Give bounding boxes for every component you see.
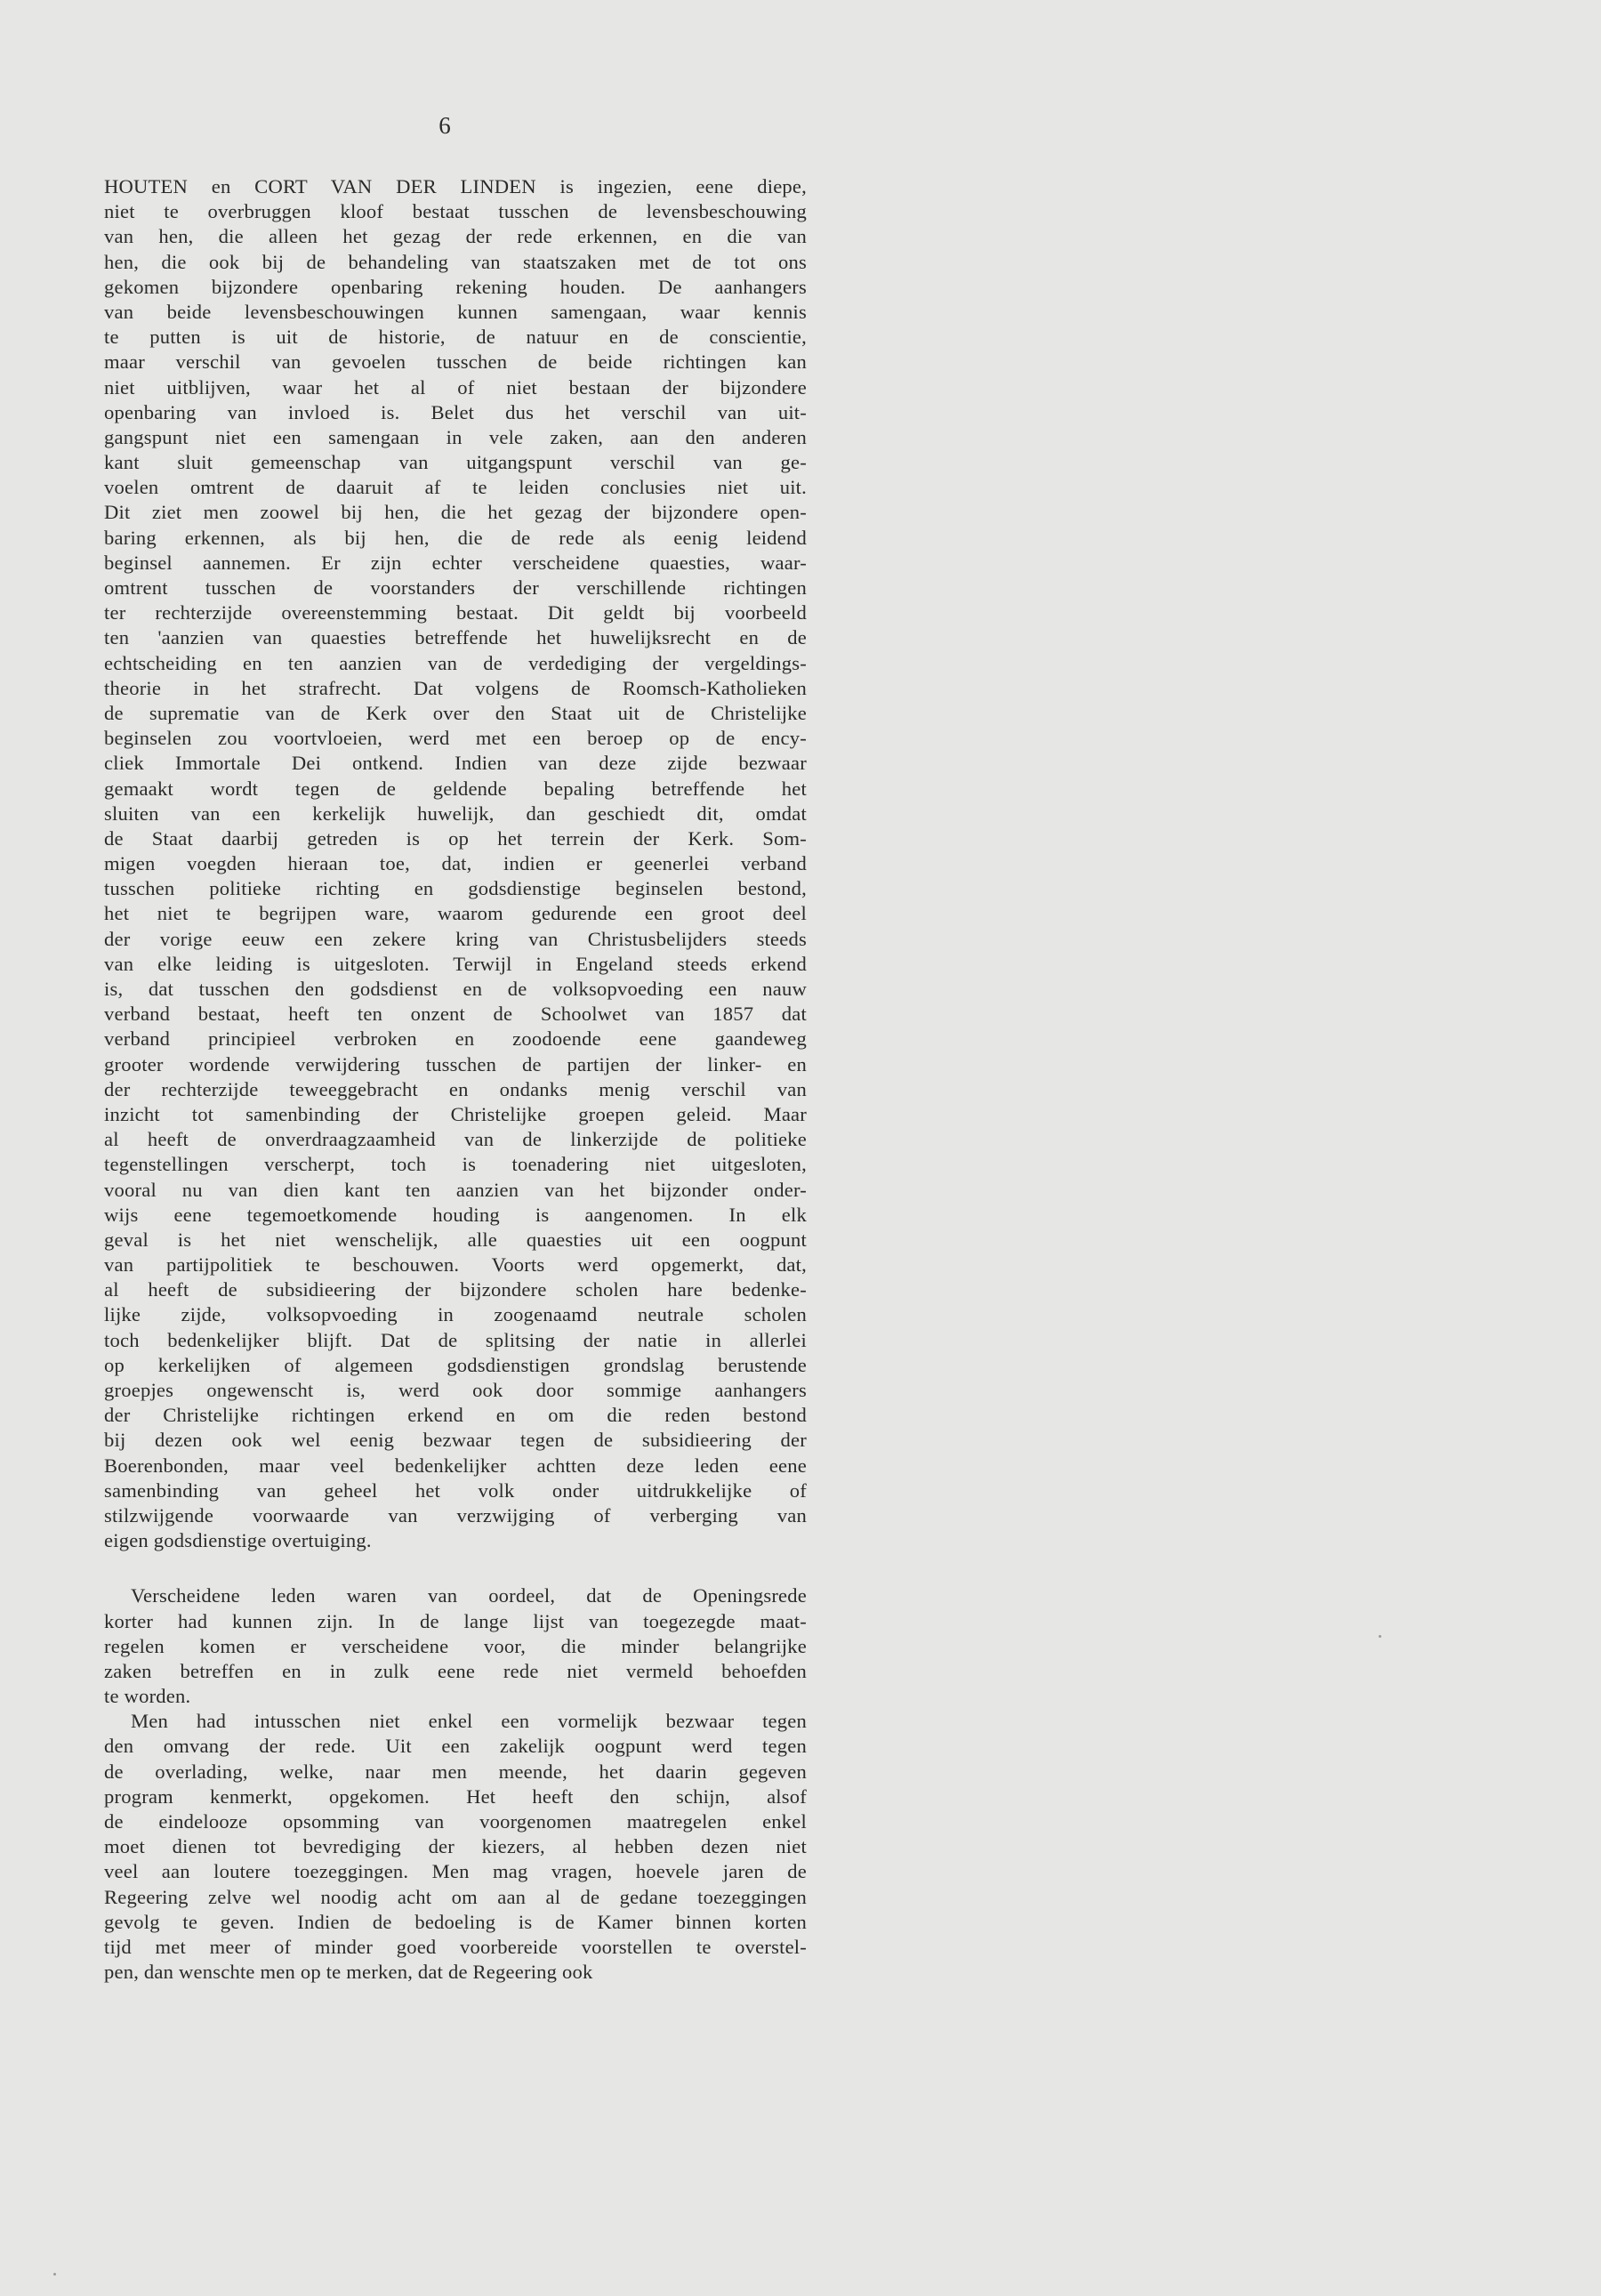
text-line: veel aan loutere toezeggingen. Men mag vragen, hoevele jaren de bbox=[104, 1860, 807, 1883]
text-line: op kerkelijken of algemeen godsdienstigen grondslag berustende bbox=[104, 1353, 807, 1376]
text-line: bij dezen ook wel eenig bezwaar tegen de subsidieering der bbox=[104, 1429, 807, 1452]
text-line: samenbinding van geheel het volk onder uitdrukkelijke of bbox=[104, 1478, 807, 1502]
text-line: toch bedenkelijker blijft. Dat de splitsing der natie in allerlei bbox=[104, 1328, 807, 1351]
text-line: voelen omtrent de daaruit af te leiden conclusies niet uit. bbox=[104, 476, 807, 499]
paragraph-gap bbox=[104, 1553, 807, 1583]
text-line: den omvang der rede. Uit een zakelijk oogpunt werd tegen bbox=[104, 1735, 807, 1758]
text-line: Dit ziet men zoowel bij hen, die het gezag der bijzondere open- bbox=[104, 501, 807, 524]
text-line: Regeering zelve wel noodig acht om aan al de gedane toezeggingen bbox=[104, 1885, 807, 1908]
text-line: stilzwijgende voorwaarde van verzwijging of verberging van bbox=[104, 1503, 807, 1527]
text-line: gemaakt wordt tegen de geldende bepaling betreffende het bbox=[104, 777, 807, 800]
text-line: de Staat daarbij getreden is op het terrein der Kerk. Som- bbox=[104, 826, 807, 850]
text-line: de overlading, welke, naar men meende, het daarin gegeven bbox=[104, 1760, 807, 1783]
text-line: pen, dan wenschte men op te merken, dat de Regeering ook bbox=[104, 1961, 593, 1984]
text-line: ten 'aanzien van quaesties betreffende het huwelijksrecht en de bbox=[104, 626, 807, 649]
text-line: van hen, die alleen het gezag der rede erkennen, en die van bbox=[104, 225, 807, 248]
text-line: gevolg te geven. Indien de bedoeling is de Kamer binnen korten bbox=[104, 1910, 807, 1933]
text-line: korter had kunnen zijn. In de lange lijst van toegezegde maat- bbox=[104, 1609, 807, 1632]
text-line: hen, die ook bij de behandeling van staatszaken met de tot ons bbox=[104, 250, 807, 273]
text-line: eigen godsdienstige overtuiging. bbox=[104, 1529, 372, 1552]
text-line: geval is het niet wenschelijk, alle quaesties uit een oogpunt bbox=[104, 1228, 807, 1251]
text-line: de suprematie van de Kerk over den Staat uit de Christelijke bbox=[104, 701, 807, 724]
text-line: cliek Immortale Dei ontkend. Indien van deze zijde bezwaar bbox=[104, 752, 807, 775]
text-line: inzicht tot samenbinding der Christelijke groepen geleid. Maar bbox=[104, 1102, 807, 1125]
text-line: beginsel aannemen. Er zijn echter verscheidene quaesties, waar- bbox=[104, 551, 807, 574]
text-line: Boerenbonden, maar veel bedenkelijker achtten deze leden eene bbox=[104, 1454, 807, 1477]
text-line: verband principieel verbroken en zoodoende eene gaandeweg bbox=[104, 1027, 807, 1051]
text-line: Verscheidene leden waren van oordeel, dat de Openingsrede bbox=[131, 1584, 807, 1607]
text-line: kant sluit gemeenschap van uitgangspunt verschil van ge- bbox=[104, 451, 807, 474]
text-line: der rechterzijde teweeggebracht en ondanks menig verschil van bbox=[104, 1077, 807, 1100]
text-line: al heeft de onverdraagzaamheid van de linkerzijde de politieke bbox=[104, 1128, 807, 1151]
text-line: openbaring van invloed is. Belet dus het verschil van uit- bbox=[104, 400, 807, 423]
text-line: migen voegden hieraan toe, dat, indien er geenerlei verband bbox=[104, 852, 807, 875]
text-line: Men had intusschen niet enkel een vormelijk bezwaar tegen bbox=[131, 1710, 807, 1733]
text-line: program kenmerkt, opgekomen. Het heeft den schijn, alsof bbox=[104, 1784, 807, 1808]
paragraph bbox=[104, 1709, 807, 1985]
text-line: HOUTEN en CORT VAN DER LINDEN is ingezien, eene diepe, bbox=[104, 175, 807, 197]
text-line: verband bestaat, heeft ten onzent de Schoolwet van 1857 dat bbox=[104, 1003, 807, 1026]
text-line: tegenstellingen verscherpt, toch is toenadering niet uitgesloten, bbox=[104, 1153, 807, 1176]
text-line: het niet te begrijpen ware, waarom gedurende een groot deel bbox=[104, 902, 807, 925]
dust-speck bbox=[53, 2273, 56, 2276]
text-line: beginselen zou voortvloeien, werd met een beroep op de ency- bbox=[104, 727, 807, 750]
text-line: ter rechterzijde overeenstemming bestaat. Dit geldt bij voorbeeld bbox=[104, 601, 807, 624]
text-line: te worden. bbox=[104, 1685, 191, 1708]
text-line: sluiten van een kerkelijk huwelijk, dan geschiedt dit, omdat bbox=[104, 802, 807, 825]
text-line: baring erkennen, als bij hen, die de rede als eenig leidend bbox=[104, 526, 807, 549]
text-line: lijke zijde, volksopvoeding in zoogenaamd neutrale scholen bbox=[104, 1303, 807, 1326]
text-line: tusschen politieke richting en godsdienstige beginselen bestond, bbox=[104, 877, 807, 900]
text-line: echtscheiding en ten aanzien van de verdediging der vergeldings- bbox=[104, 651, 807, 674]
text-line: te putten is uit de historie, de natuur en de conscientie, bbox=[104, 326, 807, 349]
text-line: omtrent tusschen de voorstanders der verschillende richtingen bbox=[104, 576, 807, 599]
text-line: der vorige eeuw een zekere kring van Christusbelijders steeds bbox=[104, 927, 807, 950]
text-line: moet dienen tot bevrediging der kiezers, al hebben dezen niet bbox=[104, 1835, 807, 1858]
text-column bbox=[104, 174, 807, 1985]
text-line: wijs eene tegemoetkomende houding is aangenomen. In elk bbox=[104, 1203, 807, 1226]
text-line: is, dat tusschen den godsdienst en de volksopvoeding een nauw bbox=[104, 978, 807, 1000]
text-line: van elke leiding is uitgesloten. Terwijl in Engeland steeds erkend bbox=[104, 952, 807, 975]
text-line: maar verschil van gevoelen tusschen de beide richtingen kan bbox=[104, 350, 807, 374]
text-line: grooter wordende verwijdering tusschen de partijen der linker- en bbox=[104, 1052, 807, 1075]
text-line: der Christelijke richtingen erkend en om die reden bestond bbox=[104, 1404, 807, 1427]
text-line: van beide levensbeschouwingen kunnen samengaan, waar kennis bbox=[104, 300, 807, 323]
text-line: de eindelooze opsomming van voorgenomen maatregelen enkel bbox=[104, 1810, 807, 1833]
text-line: theorie in het strafrecht. Dat volgens de Roomsch-Katholieken bbox=[104, 676, 807, 699]
text-line: groepjes ongewenscht is, werd ook door sommige aanhangers bbox=[104, 1379, 807, 1401]
text-line: al heeft de subsidieering der bijzondere scholen hare bedenke- bbox=[104, 1278, 807, 1301]
text-line: vooral nu van dien kant ten aanzien van het bijzonder onder- bbox=[104, 1178, 807, 1201]
text-line: zaken betreffen en in zulk eene rede niet vermeld behoefden bbox=[104, 1659, 807, 1682]
text-line: van partijpolitiek te beschouwen. Voorts werd opgemerkt, dat, bbox=[104, 1253, 807, 1277]
text-line: niet uitblijven, waar het al of niet bestaan der bijzondere bbox=[104, 375, 807, 399]
text-line: niet te overbruggen kloof bestaat tusschen de levensbeschouwing bbox=[104, 200, 807, 223]
paragraph bbox=[104, 1583, 807, 1709]
text-line: tijd met meer of minder goed voorbereide voorstellen te overstel- bbox=[104, 1935, 807, 1958]
text-line: regelen komen er verscheidene voor, die minder belangrijke bbox=[104, 1634, 807, 1657]
page-number: 6 bbox=[438, 112, 451, 139]
dust-speck bbox=[1379, 1635, 1381, 1638]
text-line: gekomen bijzondere openbaring rekening houden. De aanhangers bbox=[104, 275, 807, 298]
text-line: gangspunt niet een samengaan in vele zaken, aan den anderen bbox=[104, 425, 807, 448]
paragraph bbox=[104, 174, 807, 1553]
